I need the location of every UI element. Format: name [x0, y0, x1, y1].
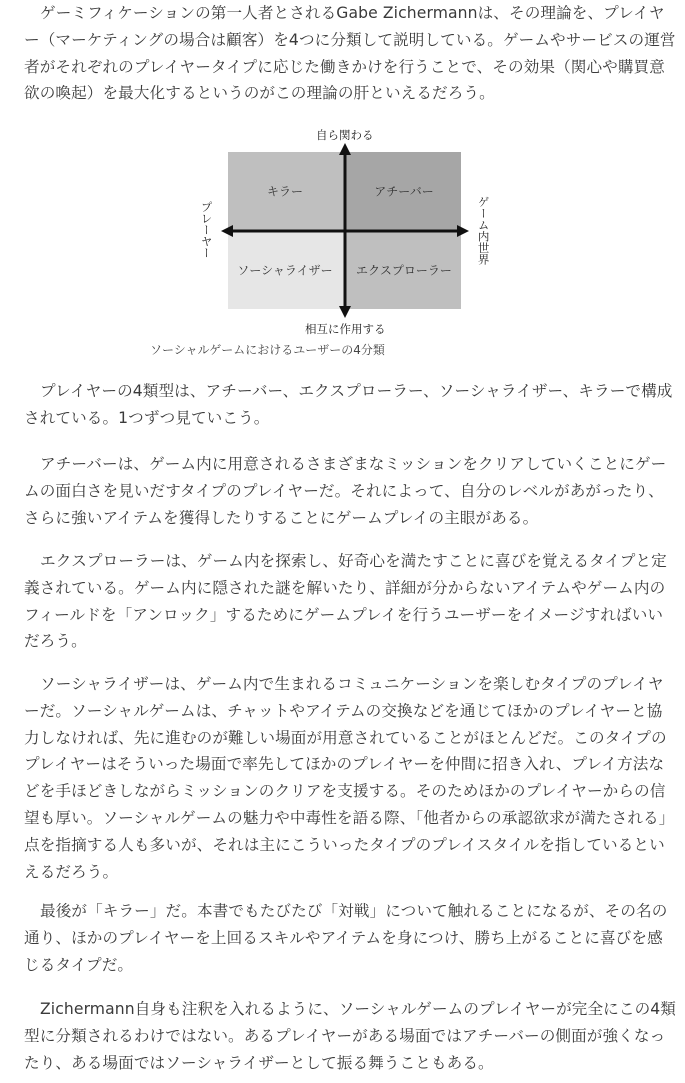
paragraph-4-text: エクスプローラーは、ゲーム内を探索し、好奇心を満たすことに喜びを覚えるタイプと定義されている。ゲーム内に隠された謎を解いたり、詳細が分からないアイテムやゲーム内のフィールドを「アンロック」するためにゲームプレイを行うユーザーをイメージすればいいだろう。 — [24, 552, 667, 651]
axis-arrows — [0, 0, 685, 370]
quadrant-label-explorer: エクスプローラー — [356, 263, 452, 278]
paragraph-1-text: ゲーミフィケーションの第一人者とされるGabe Zichermannは、その理論を、プレイヤー（マーケティングの場合は顧客）を4つに分類して説明している。ゲームやサービスの運営者がそれぞれのプレイヤータイプに応じた働きかけを行うことで、その効果（関心や購買意欲の喚起）を最大化するというのがこの理論の肝といえるだろう。 — [24, 4, 676, 103]
axis-label-bottom: 相互に作用する — [305, 322, 386, 336]
quadrant-label-achiever: アチーバー — [374, 184, 434, 199]
axis-label-right: ゲーム内世界 — [476, 196, 491, 265]
four-type-diagram — [0, 0, 685, 370]
paragraph-3 — [24, 451, 678, 531]
paragraph-3-text: アチーバーは、ゲーム内に用意されるさまざまなミッションをクリアしていくことにゲームの面白さを見いだすタイプのプレイヤーだ。それによって、自分のレベルがあがったり、さらに強いアイテムを獲得したりすることにゲームプレイの主眼がある。 — [24, 455, 667, 527]
quadrant-label-socializer: ソーシャライザー — [237, 263, 333, 278]
paragraph-2 — [24, 378, 678, 432]
paragraph-5-text: ソーシャライザーは、ゲーム内で生まれるコミュニケーションを楽しむタイプのプレイヤーだ。ソーシャルゲームは、チャットやアイテムの交換などを通じてほかのプレイヤーと協力しなければ、先に進むのが難しい場面が用意されていることがほとんどだ。このタイプのプレイヤーはそういった場面で率先してほかのプレイヤーを仲間に招き入れ、プレイ方法などを手ほどきしながらミッションのクリアを支援する。そのためほかのプレイヤーからの信望も厚い。ソーシャルゲームの魅力や中毒性を語る際、「他者からの承認欲求が満たされる」点を指摘する人も多いが、それは主にこういったタイプのプレイスタイルを指しているといえるだろう。 — [24, 675, 675, 881]
paragraph-5 — [24, 671, 678, 885]
paragraph-7 — [24, 996, 678, 1076]
axis-label-top: 自ら関わる — [316, 128, 374, 142]
arrowhead-right — [457, 225, 469, 237]
figure-caption: ソーシャルゲームにおけるユーザーの4分類 — [150, 343, 385, 357]
arrowhead-left — [221, 225, 233, 237]
paragraph-6-text: 最後が「キラー」だ。本書でもたびたび「対戦」について触れることになるが、その名の通り、ほかのプレイヤーを上回るスキルやアイテムを身につけ、勝ち上がることに喜びを感じるタイプだ。 — [24, 902, 668, 974]
arrowhead-down — [339, 306, 351, 318]
quadrant-label-killer: キラー — [266, 184, 304, 199]
paragraph-7-text: Zichermann自身も注釈を入れるように、ソーシャルゲームのプレイヤーが完全にこの4類型に分類されるわけではない。あるプレイヤーがある場面ではアチーバーの側面が強くなったり、ある場面ではソーシャライザーとして振る舞うこともある。 — [24, 1000, 676, 1072]
paragraph-4 — [24, 548, 678, 655]
paragraph-6 — [24, 898, 678, 978]
paragraph-2-text: プレイヤーの4類型は、アチーバー、エクスプローラー、ソーシャライザー、キラーで構成されている。1つずつ見ていこう。 — [24, 382, 673, 427]
arrowhead-up — [339, 143, 351, 155]
axis-label-left: プレーヤー — [199, 201, 214, 259]
